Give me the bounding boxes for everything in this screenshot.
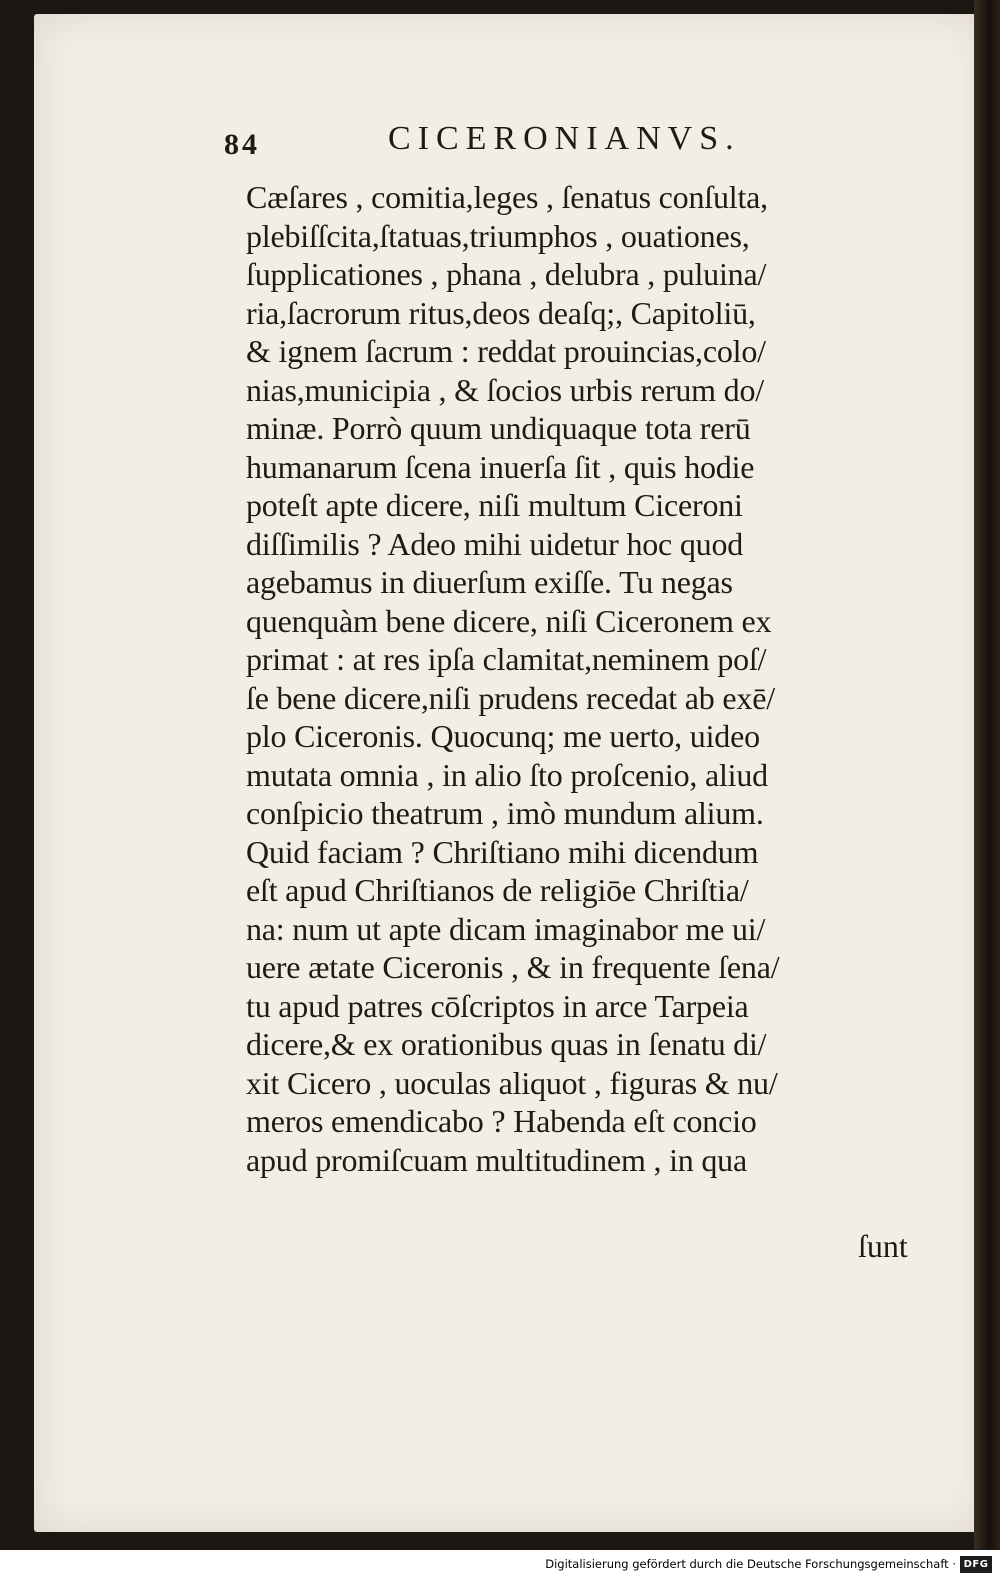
footer-bar [0,1550,1000,1584]
page-number: 84 [224,128,260,161]
catchword: ſunt [858,1228,908,1264]
text-line: humanarum ſcena inuerſa ſit , quis hodie [246,448,755,485]
text-line: quenquàm bene dicere, niſi Ciceronem ex [246,602,772,639]
text-line: ria,ſacrorum ritus,deos deaſq;, Capitoliū, [246,294,756,331]
text-line: poteſt apte dicere, niſi multum Ciceroni [246,487,743,523]
text-line: ſe bene dicere,niſi prudens recedat ab exē/ [246,679,775,716]
text-line: & ignem ſacrum : reddat prouincias,colo/ [246,333,766,369]
text-line: conſpicio theatrum , imò mundum alium. [246,795,764,831]
text-line: minæ. Porrò quum undiquaque tota rerū [246,410,751,446]
text-line: dicere,& ex orationibus quas in ſenatu di/ [246,1026,767,1062]
text-line: Cæſares , comitia,leges , ſenatus conſulta, [246,179,768,215]
text-line: mutata omnia , in alio ſto proſcenio, aliud [246,756,768,793]
running-head [224,120,924,180]
body-text [246,178,926,1179]
running-title: CICERONIANVS. [388,120,741,157]
text-line: Quid faciam ? Chriſtiano mihi dicendum [246,833,759,870]
text-line: nias,municipia , & ſocios urbis rerum do/ [246,371,764,408]
text-line: na: num ut apte dicam imaginabor me ui/ [246,910,766,947]
text-line: tu apud patres cōſcriptos in arce Tarpeia [246,987,749,1024]
text-line: eſt apud Chriſtianos de religiōe Chriſtia/ [246,872,749,908]
text-line: diſſimilis ? Adeo mihi uidetur hoc quod [246,525,744,562]
text-line: plebiſſcita,ſtatuas,triumphos , ouationes, [246,217,750,254]
text-line: ſupplicationes , phana , delubra , puluina/ [246,256,767,292]
funding-credit: Digitalisierung gefördert durch die Deutsche Forschungsgemeinschaft · [545,1557,956,1571]
dfg-logo: DFG [960,1556,992,1573]
text-line: plo Ciceronis. Quocunq; me uerto, uideo [246,718,760,754]
text-line: apud promiſcuam multitudinem , in qua [246,1141,747,1178]
book-spine-edge [974,0,1000,1550]
text-line: meros emendicabo ? Habenda eſt concio [246,1103,757,1139]
text-line: primat : at res ipſa clamitat,neminem poſ/ [246,641,767,677]
text-line: agebamus in diuerſum exiſſe. Tu negas [246,564,733,600]
text-line: uere ætate Ciceronis , & in frequente ſena/ [246,949,780,985]
text-line: xit Cicero , uoculas aliquot , figuras & nu/ [246,1064,778,1101]
